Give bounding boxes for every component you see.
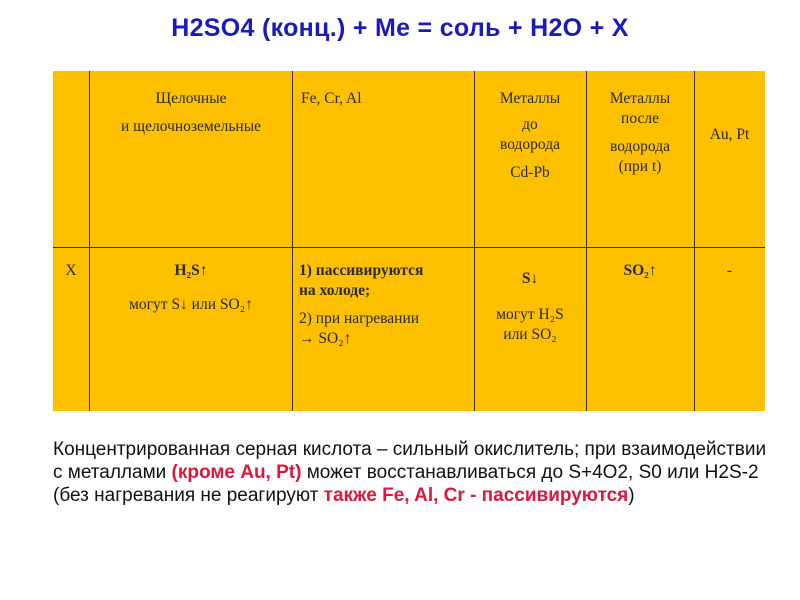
cell-after-hydrogen-product: SO₂↑ — [623, 262, 657, 279]
description-text: ) — [628, 485, 635, 506]
cell-au-pt-product: - — [726, 262, 733, 279]
page-title: H2SO4 (конц.) + Me = соль + H2O + X — [171, 14, 629, 42]
header-after-hydrogen: Металлы после водорода (при t) — [609, 90, 671, 176]
header-fe-cr-al: Fe, Cr, Al — [301, 90, 362, 107]
description-paragraph — [53, 438, 773, 507]
cell-alkali-product: H₂S↑ могут S↓ или SO₂↑ — [129, 262, 253, 314]
header-au-pt: Au, Pt — [709, 126, 750, 143]
header-before-hydrogen: Металлы до водорода Cd-Pb — [499, 90, 561, 182]
description-text: может восстанавливаться до S+4O2, S0 или H2S-2 (без нагревания не реагируют — [53, 462, 759, 506]
exception-highlight: (кроме Au, Pt) — [171, 462, 302, 483]
row-label-x: X — [65, 262, 77, 279]
reaction-table — [53, 71, 765, 411]
table-divider — [694, 71, 695, 411]
table-divider — [292, 71, 293, 411]
table-divider — [53, 247, 765, 248]
cell-fe-cr-al-product: 1) пассивируются на холоде; 2) при нагревании → SO₂↑ — [299, 262, 424, 348]
cell-before-hydrogen-product: S↓ могут H₂S или SO₂ — [496, 270, 564, 344]
description-text: Концентрированная серная кислота – сильный окислитель; при взаимодействии с металлами — [53, 439, 767, 483]
header-alkali: Щелочные и щелочноземельные — [121, 90, 261, 136]
passivation-highlight: также Fe, Al, Cr - пассивируются — [323, 485, 629, 506]
